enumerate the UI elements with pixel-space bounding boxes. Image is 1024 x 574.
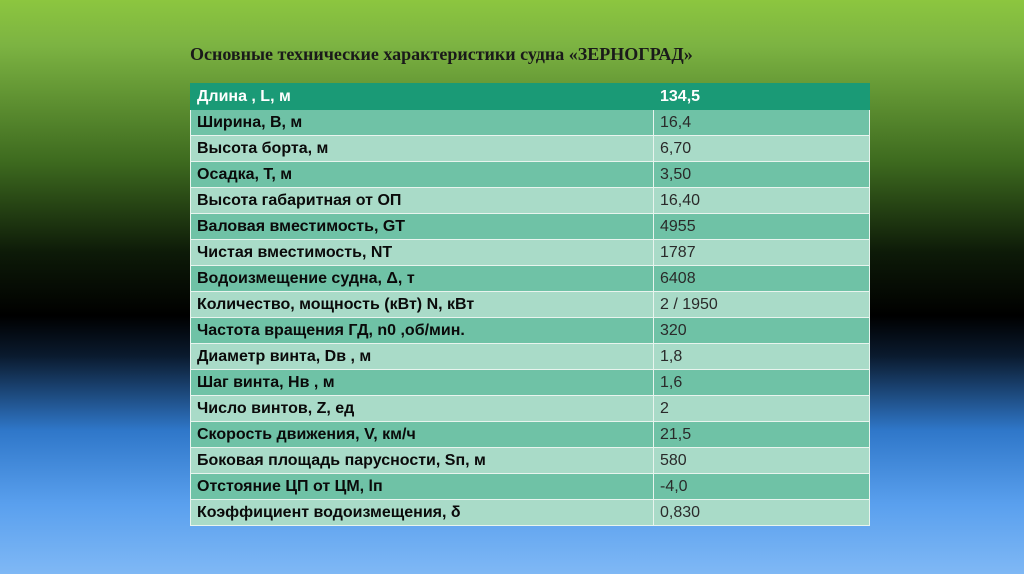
row-name-cell: Коэффициент водоизмещения, δ xyxy=(191,500,654,526)
row-value-cell: 1,6 xyxy=(654,370,870,396)
table-row xyxy=(191,162,870,188)
table-row xyxy=(191,318,870,344)
row-value-cell: 3,50 xyxy=(654,162,870,188)
row-value-cell: 6,70 xyxy=(654,136,870,162)
table-row xyxy=(191,396,870,422)
header-value-cell: 134,5 xyxy=(654,84,870,110)
row-value-cell: 1787 xyxy=(654,240,870,266)
row-name-cell: Осадка, T, м xyxy=(191,162,654,188)
row-value-cell: 21,5 xyxy=(654,422,870,448)
table-row xyxy=(191,474,870,500)
table-row xyxy=(191,370,870,396)
table-row xyxy=(191,292,870,318)
row-value-cell: 2 xyxy=(654,396,870,422)
row-name-cell: Валовая вместимость, GT xyxy=(191,214,654,240)
row-name-cell: Шаг винта, Hв , м xyxy=(191,370,654,396)
row-value-cell: 0,830 xyxy=(654,500,870,526)
header-name-cell: Длина , L, м xyxy=(191,84,654,110)
row-name-cell: Водоизмещение судна, Δ, т xyxy=(191,266,654,292)
row-name-cell: Боковая площадь парусности, Sп, м xyxy=(191,448,654,474)
table-row xyxy=(191,500,870,526)
row-value-cell: 1,8 xyxy=(654,344,870,370)
row-name-cell: Частота вращения ГД, n0 ,об/мин. xyxy=(191,318,654,344)
row-name-cell: Высота габаритная от ОП xyxy=(191,188,654,214)
table-row xyxy=(191,136,870,162)
table-row xyxy=(191,214,870,240)
row-value-cell: -4,0 xyxy=(654,474,870,500)
page-title: Основные технические характеристики судна «ЗЕРНОГРАД» xyxy=(190,44,693,64)
specifications-table xyxy=(190,83,870,526)
table-row xyxy=(191,448,870,474)
row-value-cell: 6408 xyxy=(654,266,870,292)
row-value-cell: 2 / 1950 xyxy=(654,292,870,318)
table-row xyxy=(191,344,870,370)
row-value-cell: 580 xyxy=(654,448,870,474)
row-name-cell: Высота борта, м xyxy=(191,136,654,162)
row-name-cell: Количество, мощность (кВт) N, кВт xyxy=(191,292,654,318)
row-value-cell: 16,40 xyxy=(654,188,870,214)
table-row xyxy=(191,110,870,136)
row-name-cell: Ширина, B, м xyxy=(191,110,654,136)
row-value-cell: 16,4 xyxy=(654,110,870,136)
row-value-cell: 320 xyxy=(654,318,870,344)
table-row xyxy=(191,188,870,214)
row-name-cell: Отстояние ЦП от ЦМ, lп xyxy=(191,474,654,500)
table-row xyxy=(191,422,870,448)
table-header-row xyxy=(191,84,870,110)
row-name-cell: Чистая вместимость, NT xyxy=(191,240,654,266)
row-name-cell: Диаметр винта, Dв , м xyxy=(191,344,654,370)
row-name-cell: Число винтов, Z, ед xyxy=(191,396,654,422)
row-value-cell: 4955 xyxy=(654,214,870,240)
table-row xyxy=(191,240,870,266)
row-name-cell: Скорость движения, V, км/ч xyxy=(191,422,654,448)
table-row xyxy=(191,266,870,292)
